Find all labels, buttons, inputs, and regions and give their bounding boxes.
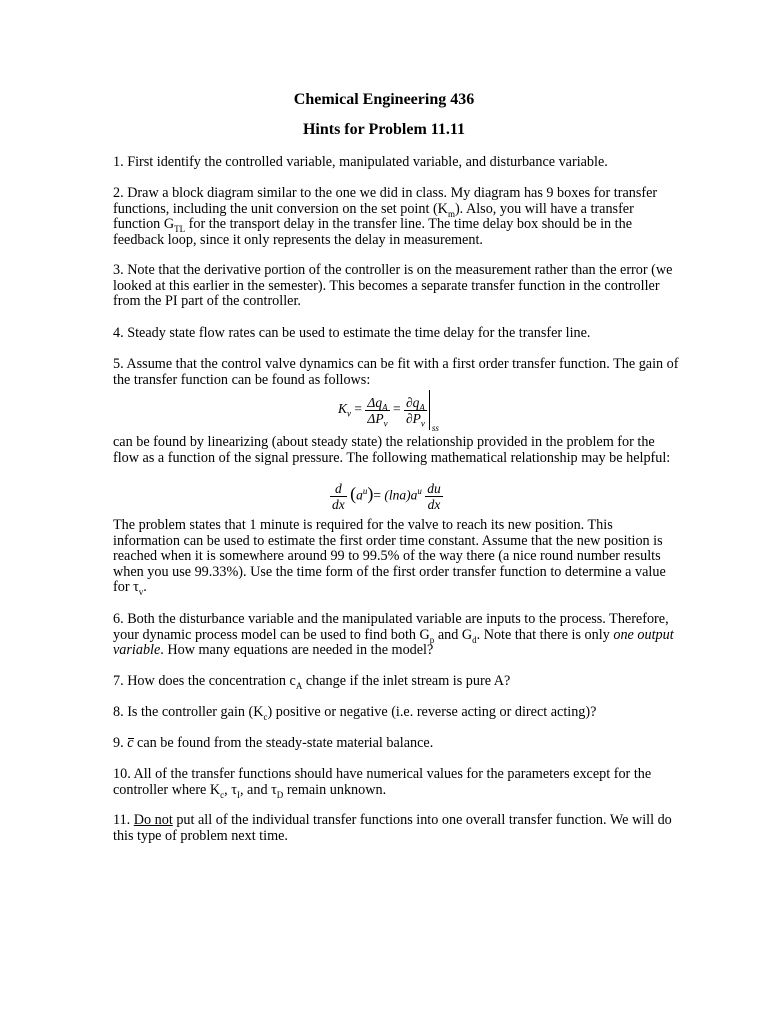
hint-11-part: 11. xyxy=(113,812,134,828)
hint-5-time-constant-text xyxy=(113,518,683,596)
eq-fraction-partial: $\frac{\partial q_A}{\partial P_v}$ xyxy=(405,394,425,429)
eq-sign: = xyxy=(373,487,381,503)
eq-a: a xyxy=(356,487,363,503)
paren: ( xyxy=(350,483,357,504)
hint-6-part: . Note that there is only xyxy=(476,626,614,643)
superscript: u xyxy=(362,486,368,497)
subscript: c xyxy=(220,789,225,800)
hint-10-part: remain unknown. xyxy=(283,781,387,798)
hint-6-part: 6. Both the disturbance variable and the manipulated variable are inputs to the process. Therefore, your dynamic process model can be used to find both G xyxy=(113,611,669,643)
subscript: I xyxy=(236,789,240,800)
hint-11 xyxy=(113,813,683,844)
hint-4 xyxy=(113,326,683,342)
hint-8-part: 8. Is the controller gain (K xyxy=(113,704,264,720)
hint-1-text: 1. First identify the controlled variable, manipulated variable, and disturbance variable. xyxy=(113,154,608,170)
hint-7-part: 7. How does the concentration c xyxy=(113,673,296,689)
hint-5-intro-text: 5. Assume that the control valve dynamics can be fit with a first order transfer function. The gain of the transfer function can be found as follows: xyxy=(113,356,679,388)
hint-5-part: The problem states that 1 minute is required for the valve to reach its new position. This information can be used to estimate the first order time constant. Assume that the new position is reached when it is somewhere around 99 to 99.5% of the way there (a nice round number results when you use 99.33%). Use the time form of the first order transfer function to determine a value for τ xyxy=(113,517,666,596)
hint-5-linearize xyxy=(113,435,683,466)
hint-7-part: change if the inlet stream is pure A? xyxy=(302,673,511,689)
hint-10-part: , τ xyxy=(224,781,237,798)
subscript: v xyxy=(138,587,144,598)
hint-6 xyxy=(113,612,683,659)
eq-du-dx: $\frac{du}{dx}$ xyxy=(427,481,441,512)
hint-6-part: and G xyxy=(434,626,473,643)
hint-8 xyxy=(113,705,683,721)
hint-9-part: 9. xyxy=(113,735,128,751)
derivative-equation xyxy=(330,481,443,512)
hint-4-text: 4. Steady state flow rates can be used to estimate the time delay for the transfer line. xyxy=(113,325,591,341)
hint-6-part: . How many equations are needed in the model? xyxy=(160,642,434,659)
emphasis: one output variable xyxy=(113,626,674,659)
eq-fraction-delta: $\frac{\Delta q_A}{\Delta P_v}$ xyxy=(367,394,388,429)
hint-5-time-constant xyxy=(113,518,683,596)
page-subtitle: Hints for Problem 11.11 xyxy=(302,121,466,138)
hint-5-part: . xyxy=(143,579,147,596)
hint-2-part: 2. Draw a block diagram similar to the one we did in class. My diagram has 9 boxes for transfer functions, including the unit conversion on the set point (K xyxy=(113,185,658,217)
eq-d-dx: $\frac{d}{dx}$ xyxy=(332,481,345,512)
hint-8-text xyxy=(113,705,683,721)
hint-1 xyxy=(113,155,683,171)
subscript: m xyxy=(447,208,455,219)
subscript: TL xyxy=(174,224,186,235)
hint-7-text xyxy=(113,674,683,690)
subscript: D xyxy=(276,789,284,800)
hint-10-part: 10. All of the transfer functions should have numerical values for the parameters except for the controller where K xyxy=(113,766,652,798)
hint-2-text xyxy=(113,186,683,248)
subscript: p xyxy=(429,634,435,645)
hint-9-part: can be found from the steady-state material balance. xyxy=(133,735,434,751)
hint-9 xyxy=(113,736,683,752)
hint-2 xyxy=(113,186,683,248)
hint-7 xyxy=(113,674,683,690)
hint-6-text xyxy=(113,612,683,659)
hint-5-linearize-text: can be found by linearizing (about steady state) the relationship provided in the problem for the flow as a function of the signal pressure. The following mathematical relationship may be helpful: xyxy=(113,434,671,466)
hint-10-text xyxy=(113,767,683,798)
hint-10-part: , and τ xyxy=(239,781,277,798)
c-bar-symbol: c xyxy=(127,735,134,751)
eq-ln: (lna)a xyxy=(384,487,418,503)
subscript: d xyxy=(472,634,477,645)
hint-5-intro xyxy=(113,357,683,388)
hint-3-text: 3. Note that the derivative portion of the controller is on the measurement rather than the error (we looked at this earlier in the semester). This becomes a separate transfer function in the controller from the PI part of the controller. xyxy=(113,262,673,310)
superscript: u xyxy=(417,486,422,497)
hint-3 xyxy=(113,263,683,310)
valve-gain-equation xyxy=(338,390,439,433)
hint-11-text xyxy=(113,813,683,844)
subscript: A xyxy=(295,680,303,691)
evaluation-bar: ss xyxy=(429,390,430,430)
hint-8-part: ) positive or negative (i.e. reverse acting or direct acting)? xyxy=(267,704,597,720)
hint-2-part: for the transport delay in the transfer line. The time delay box should be in the feedback loop, since it only represents the delay in measurement. xyxy=(113,216,632,248)
page-title: Chemical Engineering 436 xyxy=(293,91,475,108)
underlined-text: Do not xyxy=(133,812,173,828)
eq-lhs: $K_v$ xyxy=(338,401,352,419)
hint-2-part: ). Also, you will have a transfer function G xyxy=(113,200,634,233)
hint-10 xyxy=(113,767,683,798)
hint-11-part: put all of the individual transfer functions into one overall transfer function. We will do this type of problem next time. xyxy=(113,812,672,844)
subscript: c xyxy=(263,711,268,722)
hint-9-text xyxy=(113,736,683,752)
eq-sign: = xyxy=(392,401,401,417)
paren: ) xyxy=(367,483,374,504)
eq-sign: = xyxy=(354,401,363,417)
